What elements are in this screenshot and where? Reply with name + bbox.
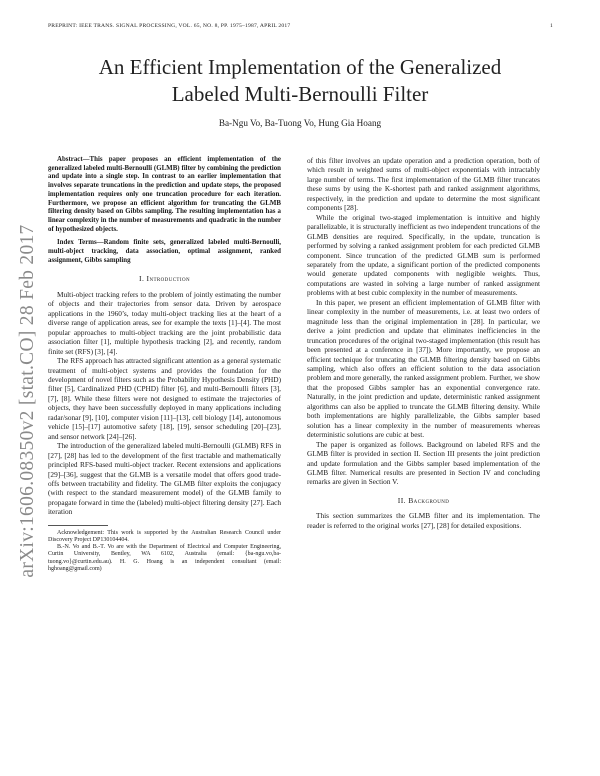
paper-title [40,54,560,108]
arxiv-stamp-text: arXiv:1606.08350v2 [stat.CO] 28 Feb 2017 [17,224,38,578]
right-paragraph-4: The paper is organized as follows. Background on labeled RFS and the GLMB filter is provided in section II. Section III presents the joint prediction and update formulation and the Gibbs sampler based implementation of the GLMB filter. Numerical results are presented in Section IV and concluding remarks are given in Section V. [307,439,540,487]
footnote-acknowledgement: Acknowledgement: This work is supported by the Australian Research Council under Discovery Project DP130104404. [48,529,281,543]
running-head-text: PREPRINT: IEEE TRANS. SIGNAL PROCESSING, VOL. 65, NO. 8, PP. 1975–1987, APRIL 2017 [48,23,291,29]
intro-paragraph-2: The RFS approach has attracted significant attention as a general systematic treatment of multi-object systems and provides the foundation for the development of novel filters such as the Probability Hypothesis Density (PHD) filter [5], Cardinalized PHD (CPHD) filter [6], and multi-Bernoulli filters [3], [7], [8]. While these filters were not designed to estimate the trajectories of objects, they have been successfully deployed in many applications including radar/sonar [9], [10], computer vision [11]–[13], cell biology [14], autonomous vehicle [15]–[17] automotive safety [18], [19], sensor scheduling [20]–[23], and sensor network [24]–[26]. [48,356,281,441]
left-column [48,156,281,573]
section-heading-introduction: I. Introduction [139,274,190,284]
right-paragraph-3: In this paper, we present an efficient implementation of GLMB filter with linear complexity in the number of measurements, i.e. at least two orders of magnitude less than the original implementation in [28]. In particular, we derive a joint prediction and update that eliminates inefficiencies in the truncation procedures of the original two-staged implementation (this result has been presented at a conference in [37]). More importantly, we propose an efficient technique for truncating the GLMB filtering density based on Gibbs sampling, which also offers an efficient solution to the data association problem and more generally, the ranked assignment problem. Further, we show that the proposed Gibbs sampler has an exponential convergence rate. Naturally, in the joint prediction and update, deterministic ranked assignment algorithms can also be applied to truncate the GLMB filtering density. While both implementations are highly parallelizable, the Gibbs sampler based solution has a linear complexity in the number of measurements whereas deterministic solutions are cubic at best. [307,297,540,440]
intro-paragraph-3: The introduction of the generalized labeled multi-Bernoulli (GLMB) RFS in [27], [28] has led to the development of the first tractable and mathematically principled RFS-based multi-object tracker. Recent extensions and applications [29]–[36], suggest that the GLMB is a versatile model that offers good trade-offs between tractability and fidelity. The GLMB filter exploits the conjugacy (with respect to the standard measurement model) of the GLMB family to propagate forward in time the (labeled) multi-object filtering density [27]. Each iteration [48,441,281,517]
right-column [307,156,540,530]
title-line-2: Labeled Multi-Bernoulli Filter [171,82,429,106]
footnotes [48,530,281,573]
footnote-rule [48,525,108,526]
arxiv-stamp [17,145,38,657]
index-terms: Index Terms—Random finite sets, generalized labeled multi-Bernoulli, multi-object tracking, data association, optimal assignment, ranked assignment, Gibbs sampling [48,239,281,264]
intro-paragraph-1: Multi-object tracking refers to the problem of jointly estimating the number of objects and their trajectories from sensor data. Driven by aerospace applications in the 1960’s, today multi-object tracking lies at the heart of a diverse range of application areas, see for example the texts [1]–[4]. The most popular approaches to multi-object tracking are the joint probabilistic data association filter [1], multiple hypothesis tracking [2], and recently, random finite set (RFS) [3], [4]. [48,289,281,356]
section-heading-background: II. Background [397,495,450,505]
page-number: 1 [550,23,553,29]
author-list: Ba-Ngu Vo, Ba-Tuong Vo, Hung Gia Hoang [218,118,382,128]
right-paragraph-1: of this filter involves an update operation and a prediction operation, both of which result in weighted sums of multi-object exponentials with intractably large number of terms. The first implementation of the GLMB filter truncates these sums by using the K-shortest path and ranked assignment algorithms, respectively, in the prediction and update to determine the most significant components [28]. [307,156,540,213]
footnote-affiliations: B.-N. Vo and B.-T. Vo are with the Department of Electrical and Computer Engineering, Curtin University, Bentley, WA 6102, Australia (email: {ba-ngu.vo,ba-tuong.vo}@curtin.edu.au). H. G. Hoang is an independent consultant (email: hghoang@gmail.com) [48,544,281,572]
title-line-1: An Efficient Implementation of the Generalized [98,55,502,79]
running-header [48,23,553,29]
right-paragraph-2: While the original two-staged implementation is intuitive and highly parallelizable, it is structurally inefficient as two independent truncations of the GLMB densities are required. Specifically, in the update, truncation is performed by solving a ranked assignment problem for each predicted GLMB component. Since truncation of the predicted GLMB sum is performed separately from the update, a significant portion of the predicted components would generate updated components with negligible weights. Thus, computations are wasted in solving a large number of ranked assignment problems with at best cubic complexity in the number of measurements. [307,212,540,298]
abstract: Abstract—This paper proposes an efficient implementation of the generalized labeled multi-Bernoulli (GLMB) filter by combining the prediction and update into a single step. In contrast to an earlier implementation that involves separate truncations in the prediction and update steps, the proposed implementation requires only one truncation procedure for each iteration. Furthermore, we propose an efficient algorithm for truncating the GLMB filtering density based on Gibbs sampling. The resulting implementation has a linear complexity in the number of measurements and quadratic in the number of hypothesized objects. [48,156,281,233]
background-paragraph: This section summarizes the GLMB filter and its implementation. The reader is referred to the original works [27], [28] for detailed expositions. [307,511,540,530]
